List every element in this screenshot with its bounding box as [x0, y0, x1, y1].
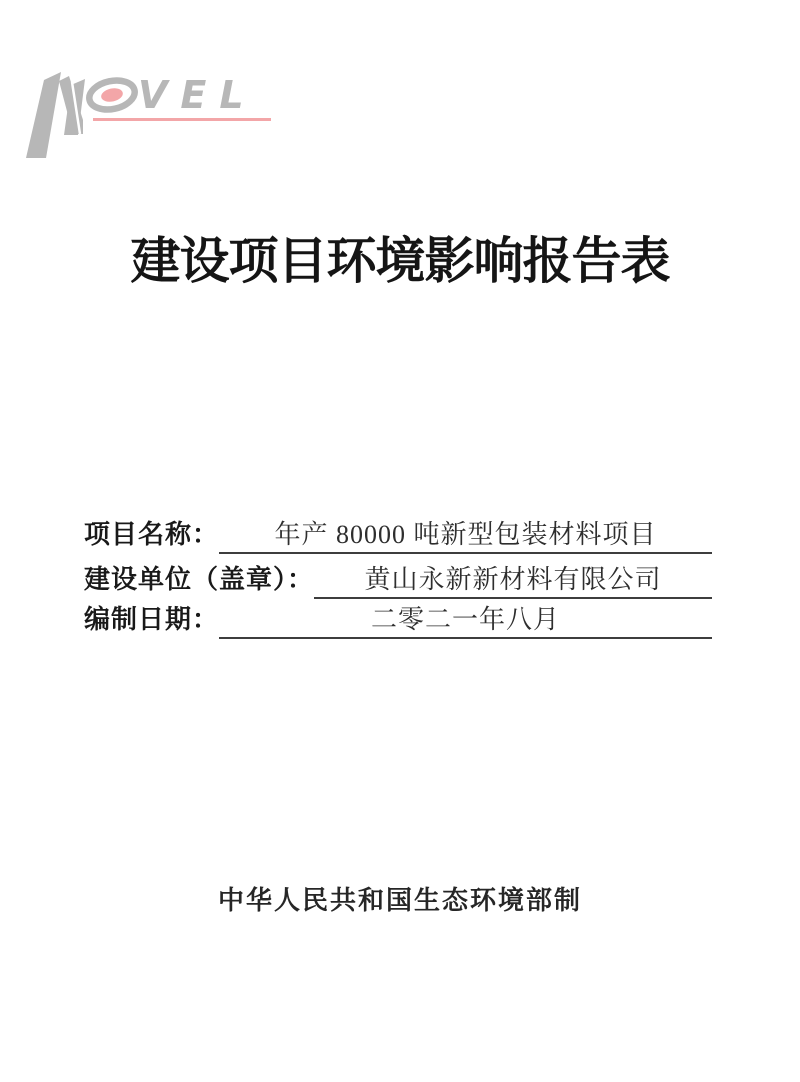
novel-logo-icon — [25, 60, 280, 165]
field-label-project-name: 项目名称： — [84, 520, 220, 549]
logo-wordmark: VEL — [138, 73, 257, 117]
field-value-project-name: 年产 80000 吨新型包装材料项目 — [219, 521, 712, 554]
field-value-compile-date: 二零二一年八月 — [219, 606, 712, 639]
field-row-project-name — [84, 521, 712, 554]
field-label-construction-unit: 建设单位（盖章）： — [84, 565, 315, 594]
footer-issuer: 中华人民共和国生态环境部制 — [217, 886, 582, 915]
logo-n-left-stroke — [26, 72, 61, 158]
field-row-compile-date — [84, 606, 712, 639]
novel-logo — [25, 60, 280, 165]
field-value-construction-unit: 黄山永新新材料有限公司 — [314, 566, 712, 599]
field-label-compile-date: 编制日期： — [84, 605, 220, 634]
field-row-construction-unit — [84, 566, 712, 599]
page-title: 建设项目环境影响报告表 — [130, 232, 670, 290]
logo-underline — [93, 118, 271, 121]
